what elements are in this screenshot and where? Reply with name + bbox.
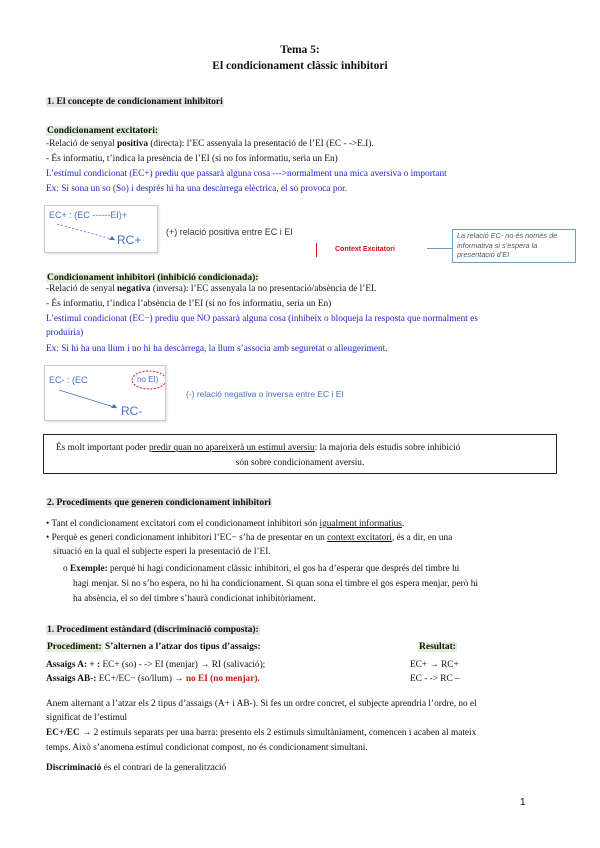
page-number: 1 — [520, 797, 526, 808]
section-2-bullet-2: • Perquè es generi condicionament inhibitori l’EC− s’ha de presentar en un context excitatori, és a dir, en una — [46, 533, 453, 543]
note-connector — [427, 248, 453, 249]
paragraph-line-3: EC+/EC → 2 estímuls separats per una barra: presento els 2 estímuls simultàniament, comencen i acaben al mateix — [46, 728, 477, 738]
trial-ab-line: Assaigs AB-: EC+/EC− (so/llum) → no EI (no menjar). — [46, 674, 260, 684]
context-divider — [316, 243, 317, 257]
excitatory-line-1: -Relació de senyal positiva (directa): l’EC assenyala la presentació de l’EI (EC - ->E.I). — [46, 139, 374, 149]
paragraph-line-4: temps. Això s’anomena estímul condicionat compost, no és condicionament simultani. — [46, 743, 368, 753]
bullet-icon: • — [46, 533, 52, 543]
diagram-excitatory-caption: (+) relació positiva entre EC i EI — [166, 227, 293, 237]
note-box: La relació EC- no és només de informativa si s’espera la presentació d’EI — [452, 229, 576, 263]
inhibitory-line-1: -Relació de senyal negativa (inversa): l’EC assenyala la no presentació/absència de l’EI. — [46, 284, 377, 294]
diagram-inhibitory — [44, 365, 166, 421]
inhibitory-line-3b: produiria) — [46, 328, 84, 338]
arrow-icon — [55, 220, 125, 246]
important-callout — [43, 434, 557, 474]
title-line-1: Tema 5: — [280, 44, 320, 56]
trial-a-line: Assaigs A: + : EC+ (so) - -> EI (menjar) → RI (salivació); — [46, 660, 266, 670]
circle-bullet-icon: o — [63, 564, 70, 574]
section-3-heading: 1. Procediment estàndard (discriminació composta): — [47, 625, 259, 635]
excitatory-line-2: - És informatiu, t’indica la presència de l’EI (si no fos informatiu, seria un En) — [46, 154, 338, 164]
example-line-3: ha absència, el so del timbre s’haurà condicionat inhibitòriament. — [73, 594, 316, 604]
bullet-icon: • — [46, 519, 52, 529]
paragraph-line-1: Anem alternant a l’atzar els 2 tipus d’assaigs (A+ i AB-). Si fes un ordre concret, el subjecte aprendria l’ordre, no el — [46, 699, 477, 709]
example-line-1: o Exemple: perquè hi hagi condicionament clàssic inhibitori, el gos ha d’esperar que després del timbre hi — [63, 564, 460, 574]
inhibitory-line-4: Ex: Si hi ha una llum i no hi ha descàrrega, la llum s’associa amb seguretat o alleugeriment. — [46, 344, 388, 354]
excitatory-heading: Condicionament excitatori: — [47, 126, 159, 136]
trial-a-result: EC+ → RC+ — [410, 660, 459, 670]
diagram-excitatory — [44, 205, 158, 253]
inhibitory-line-3a: L’estímul condicionat (EC−) prediu que NO passarà alguna cosa (inhibeix o bloqueja la resposta que normalment es — [46, 314, 478, 324]
diagram-inhibitory-circle-text: no EI) — [137, 375, 159, 384]
diagram-excitatory-top: EC+ : (EC ------EI)+ — [49, 210, 127, 220]
diagram-inhibitory-caption: (-) relació negativa o inversa entre EC i EI — [186, 389, 344, 399]
paragraph-line-5: Discriminació és el contrari de la generalització — [46, 763, 227, 773]
section-1-heading: 1. El concepte de condicionament inhibitori — [47, 97, 223, 107]
section-2-heading: 2. Procediments que generen condicionament inhibitori — [47, 498, 271, 508]
inhibitory-heading: Condicionament inhibitori (inhibició condicionada): — [47, 273, 259, 283]
section-2-bullet-2-cont: situació en la qual el subjecte esperi la presentació de l’EI. — [53, 547, 271, 557]
diagram-inhibitory-rc: RC- — [121, 404, 143, 418]
procedure-line: Procediment: S’alternen a l’atzar dos tipus d’assaigs: — [47, 642, 261, 652]
excitatory-line-3: L’estímul condicionat (EC+) prediu que passarà alguna cosa --->normalment una mica aversiva o important — [46, 169, 447, 179]
context-label: Context Excitatori — [335, 246, 395, 253]
paragraph-line-2: significat de l’estímul — [46, 713, 128, 723]
callout-line-1: És molt important poder predir quan no apareixerà un estímul aversiu: la majoria dels estudis sobre inhibició — [56, 443, 461, 453]
title-line-2: El condicionament clàssic inhibitori — [212, 60, 388, 72]
example-line-2: hagi menjar. Si no s’ho espera, no hi ha condicionament. Si quan sona el timbre el gos espera menjar, però hi — [73, 579, 478, 589]
diagram-excitatory-rc: RC+ — [117, 233, 142, 247]
result-label: Resultat: — [419, 642, 456, 652]
callout-line-2: són sobre condicionament aversiu. — [235, 458, 365, 468]
section-2-bullet-1: • Tant el condicionament excitatori com el condicionament inhibitori són igualment informatius. — [46, 519, 405, 529]
excitatory-line-4: Ex: Si sona un so (So) i després hi ha una descàrrega elèctrica, el so provoca por. — [46, 184, 348, 194]
diagram-inhibitory-top: EC- : (EC — [49, 375, 88, 385]
inhibitory-line-2: - És informatiu, t’indica l’absència de l’EI (si no fos informatiu, seria un En) — [46, 299, 332, 309]
trial-ab-result: EC - -> RC – — [410, 674, 460, 684]
